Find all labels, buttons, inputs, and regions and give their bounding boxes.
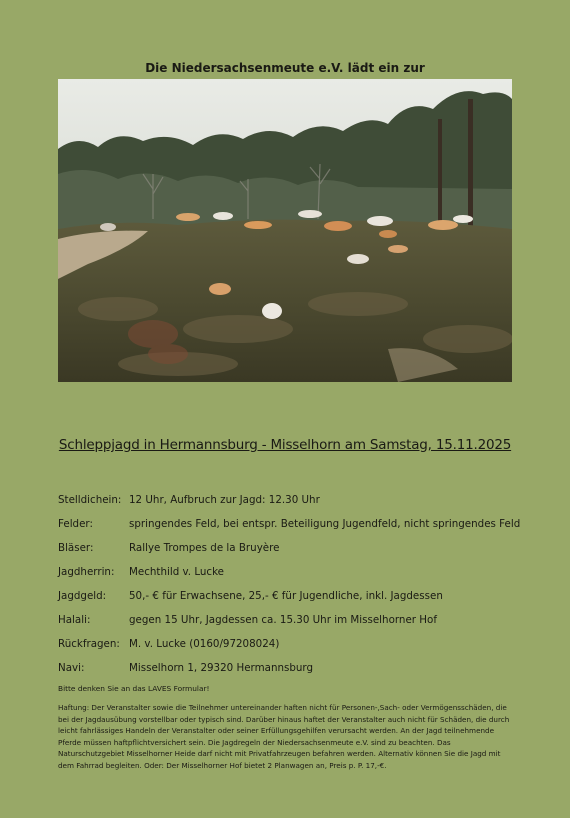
detail-row-navi [58, 660, 538, 684]
detail-label: Jagdgeld: [58, 590, 107, 602]
detail-label: Jagdherrin: [58, 566, 115, 578]
detail-value: 12 Uhr, Aufbruch zur Jagd: 12.30 Uhr [129, 494, 320, 506]
detail-row-stelldichein [58, 492, 538, 516]
detail-value: gegen 15 Uhr, Jagdessen ca. 15.30 Uhr im Misselhorner Hof [129, 614, 437, 626]
hounds-photo [58, 79, 512, 382]
detail-row-halali [58, 612, 538, 636]
detail-row-blaeser [58, 540, 538, 564]
event-details [58, 492, 538, 684]
detail-label: Rückfragen: [58, 638, 120, 650]
detail-value: Rallye Trompes de la Bruyère [129, 542, 280, 554]
liability-disclaimer: Haftung: Der Veranstalter sowie die Teilnehmer untereinander haften nicht für Personen-,Sach- oder Vermögensschäden, die bei der Jagdausübung vorstellbar oder typisch sind. Darüber hinaus haftet der Veranstalter auch nicht für Schäden, die durch leicht fahrlässiges Handeln der Veranstalter oder seiner Erfüllungsgehilfen verursacht werden. An der Jagd teilnehmende Pferde müssen haftpflichtversichert sein. Die Jagdregeln der Niedersachsenmeute e.V. sind zu beachten. Das Naturschutzgebiet Misselhorner Heide darf nicht mit Privatfahrzeugen befahren werden. Alternativ können Sie die Jagd mit dem Fahrrad begleiten. Oder: Der Misselhorner Hof bietet 2 Planwagen an, Preis p. P. 17,-€. [58, 703, 510, 770]
detail-label: Bläser: [58, 542, 94, 554]
detail-label: Navi: [58, 662, 85, 674]
detail-value: springendes Feld, bei entspr. Beteiligung Jugendfeld, nicht springendes Feld [129, 518, 521, 530]
detail-label: Stelldichein: [58, 494, 122, 506]
detail-value: M. v. Lucke (0160/97208024) [129, 638, 280, 650]
detail-row-jagdherrin [58, 564, 538, 588]
detail-label: Halali: [58, 614, 91, 626]
laves-form-note: Bitte denken Sie an das LAVES Formular! [58, 684, 210, 693]
detail-value: Misselhorn 1, 29320 Hermannsburg [129, 662, 314, 674]
detail-row-jagdgeld [58, 588, 538, 612]
detail-value: Mechthild v. Lucke [129, 566, 225, 578]
detail-row-felder [58, 516, 538, 540]
detail-value: 50,- € für Erwachsene, 25,- € für Jugendliche, inkl. Jagdessen [129, 590, 443, 602]
event-title: Schleppjagd in Hermannsburg - Misselhorn am Samstag, 15.11.2025 [58, 437, 512, 453]
detail-row-rueckfragen [58, 636, 538, 660]
invitation-header: Die Niedersachsenmeute e.V. lädt ein zur [145, 61, 425, 75]
detail-label: Felder: [58, 518, 93, 530]
